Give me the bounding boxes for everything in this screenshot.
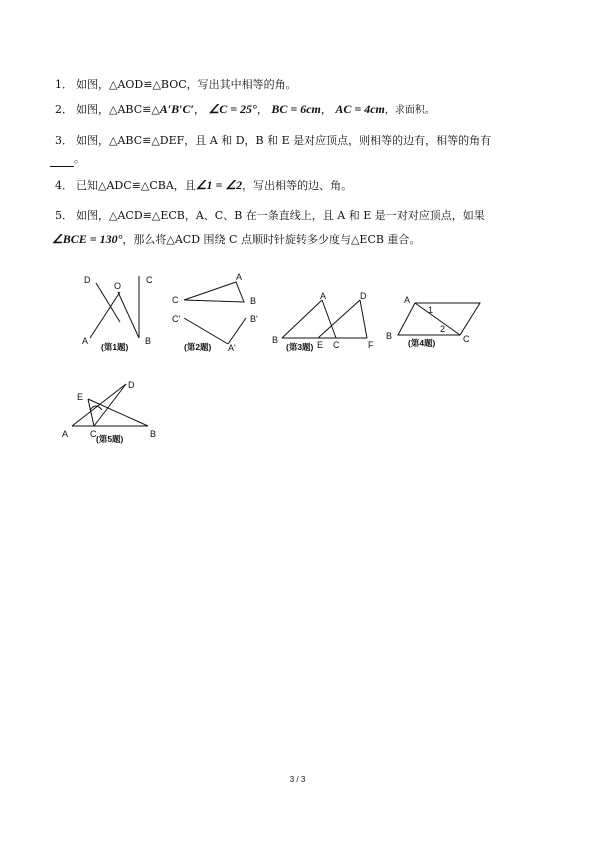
angle-label: 1 bbox=[428, 305, 434, 315]
vertex-label: C bbox=[172, 295, 179, 305]
page-number: 3 / 3 bbox=[289, 775, 306, 784]
vertex-label: B bbox=[272, 335, 279, 345]
vertex-label: B' bbox=[250, 314, 258, 324]
question-text: 如图，△ACD≌△ECB，A、C、B 在一条直线上，且 A 和 E 是一对对应顶点，如果 bbox=[76, 209, 485, 222]
question-text: ，那么将△ACD 围绕 C 点顺时针旋转多少度与△ECB 重合。 bbox=[122, 233, 421, 246]
vertex-label: A bbox=[404, 295, 411, 305]
vertex-label: F bbox=[368, 340, 374, 350]
separator: ， bbox=[256, 103, 268, 116]
vertex-label: E bbox=[77, 392, 84, 402]
question-text: 已知△ADC≌△CBA，且 bbox=[76, 179, 196, 192]
vertex-label: D bbox=[128, 380, 135, 390]
vertex-label: B bbox=[250, 296, 257, 306]
question-text: 如图，△ABC≌△ bbox=[76, 103, 160, 116]
figure-caption: (第3题) bbox=[286, 342, 314, 352]
question-text: 如图，△AOD≌△BOC，写出其中相等的角。 bbox=[76, 78, 297, 91]
vertex-label: D bbox=[360, 291, 367, 301]
question-text: 。 bbox=[74, 152, 85, 165]
question-number: 5． bbox=[55, 209, 73, 222]
separator: ， bbox=[193, 103, 205, 116]
vertex-label: B bbox=[145, 336, 152, 346]
question-text: 如图，△ABC≌△DEF，且 A 和 D，B 和 E 是对应顶点，则相等的边有，相等的角有 bbox=[76, 134, 492, 147]
vertex-label: C' bbox=[172, 314, 181, 324]
figure-4 bbox=[386, 295, 480, 348]
figure-caption: (第4题) bbox=[408, 338, 436, 348]
figure-caption: (第5题) bbox=[96, 434, 124, 444]
figure-caption: (第2题) bbox=[184, 342, 212, 352]
vertex-label: E bbox=[317, 340, 324, 350]
vertex-label: C bbox=[146, 275, 153, 285]
vertex-label: C bbox=[90, 429, 97, 439]
question-number: 1． bbox=[55, 78, 73, 91]
math-expression: A′B′C′ bbox=[159, 102, 194, 116]
vertex-label: A bbox=[320, 291, 327, 301]
figure-2 bbox=[172, 272, 258, 353]
figure-caption: (第1题) bbox=[101, 342, 129, 352]
question-number: 3． bbox=[55, 134, 73, 147]
separator: ， bbox=[320, 103, 332, 116]
math-expression: ∠BCE = 130° bbox=[52, 232, 123, 246]
vertex-label: O bbox=[114, 281, 122, 291]
vertex-label: C bbox=[463, 334, 470, 344]
figure-1 bbox=[82, 275, 153, 352]
vertex-label: D bbox=[84, 275, 91, 285]
vertex-label: A bbox=[62, 429, 69, 439]
vertex-label: B bbox=[150, 429, 157, 439]
figure-5 bbox=[62, 380, 156, 444]
math-expression: BC = 6cm bbox=[271, 102, 321, 116]
math-expression: ∠1 = ∠2 bbox=[195, 178, 243, 192]
vertex-label: B bbox=[386, 331, 393, 341]
math-expression: AC = 4cm bbox=[335, 102, 385, 116]
figure-3 bbox=[272, 291, 374, 352]
vertex-label: A bbox=[82, 336, 89, 346]
vertex-label: C bbox=[333, 340, 340, 350]
question-text: ，写出相等的边、角。 bbox=[242, 179, 353, 192]
vertex-label: A' bbox=[228, 343, 236, 353]
math-expression: ∠C = 25° bbox=[208, 102, 257, 116]
vertex-label: A bbox=[236, 272, 243, 282]
question-number: 2． bbox=[55, 103, 73, 116]
question-number: 4． bbox=[55, 179, 73, 192]
question-text: ，求面积。 bbox=[384, 105, 435, 116]
angle-label: 2 bbox=[440, 324, 446, 334]
